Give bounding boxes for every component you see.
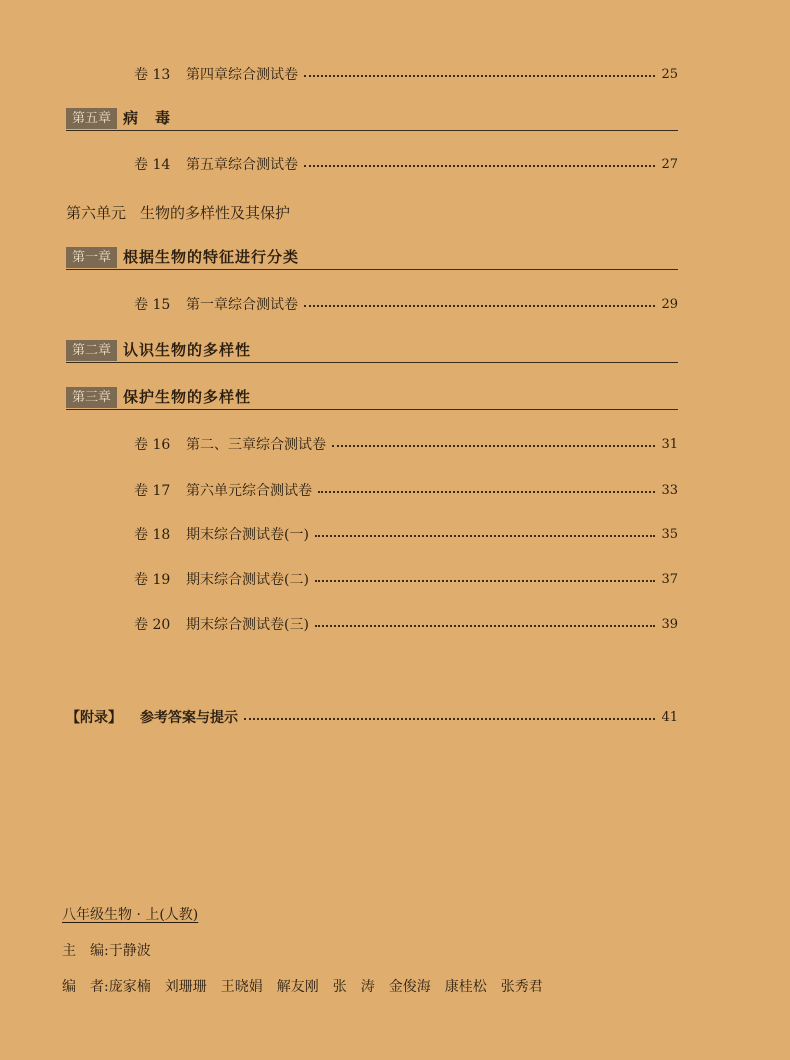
entry-page-number: 29 bbox=[661, 296, 678, 312]
entry-title: 期末综合测试卷(一) bbox=[186, 527, 309, 543]
unit-name: 生物的多样性及其保护 bbox=[140, 204, 291, 222]
entry-page-number: 41 bbox=[661, 709, 678, 725]
toc-entry-appendix[interactable] bbox=[66, 706, 678, 728]
chapter-title: 保护生物的多样性 bbox=[123, 388, 252, 406]
entry-code: 卷 17 bbox=[134, 483, 171, 499]
editor-name: 于静波 bbox=[108, 943, 151, 959]
chapter-heading-5 bbox=[66, 108, 678, 131]
entry-code: 卷 13 bbox=[134, 67, 171, 83]
chapter-badge: 第二章 bbox=[66, 340, 117, 361]
chapter-title: 根据生物的特征进行分类 bbox=[123, 248, 300, 266]
entry-code: 卷 16 bbox=[134, 437, 171, 453]
chapter-title: 认识生物的多样性 bbox=[123, 341, 252, 359]
author-name: 王晓娟 bbox=[220, 979, 263, 995]
entry-page-number: 37 bbox=[661, 571, 678, 587]
chapter-badge: 第三章 bbox=[66, 387, 117, 408]
chapter-badge: 第五章 bbox=[66, 108, 117, 129]
editor-line bbox=[62, 940, 151, 960]
dot-leader bbox=[315, 625, 656, 627]
dot-leader bbox=[332, 445, 655, 447]
entry-code: 卷 19 bbox=[134, 572, 171, 588]
entry-title: 第五章综合测试卷 bbox=[186, 157, 298, 173]
entry-title: 期末综合测试卷(三) bbox=[186, 617, 309, 633]
chapter-badge: 第一章 bbox=[66, 247, 117, 268]
entry-title: 期末综合测试卷(二) bbox=[186, 572, 309, 588]
entry-code: 卷 15 bbox=[134, 297, 171, 313]
entry-page-number: 25 bbox=[661, 66, 678, 82]
author-name: 解友刚 bbox=[276, 979, 319, 995]
dot-leader bbox=[318, 491, 655, 493]
chapter-heading-1 bbox=[66, 247, 678, 270]
chapter-heading-2 bbox=[66, 340, 678, 363]
unit-heading bbox=[66, 202, 290, 223]
entry-page-number: 31 bbox=[661, 436, 678, 452]
dot-leader bbox=[244, 718, 655, 720]
book-title: 八年级生物 · 上(人教) bbox=[62, 907, 199, 923]
entry-title: 第四章综合测试卷 bbox=[186, 67, 298, 83]
author-name: 庞家楠 bbox=[108, 979, 151, 995]
author-name: 张 涛 bbox=[332, 979, 375, 995]
entry-code: 卷 18 bbox=[134, 527, 171, 543]
entry-title: 第二、三章综合测试卷 bbox=[186, 437, 326, 453]
entry-code: 卷 14 bbox=[134, 157, 171, 173]
chapter-title: 病 毒 bbox=[123, 109, 172, 127]
authors-line bbox=[62, 976, 557, 996]
editor-label: 主 编: bbox=[62, 943, 109, 959]
dot-leader bbox=[304, 165, 655, 167]
author-name: 刘珊珊 bbox=[164, 979, 207, 995]
unit-label: 第六单元 bbox=[66, 204, 127, 222]
entry-page-number: 35 bbox=[661, 526, 678, 542]
dot-leader bbox=[315, 535, 656, 537]
entry-title: 第六单元综合测试卷 bbox=[186, 483, 312, 499]
toc-entry-15[interactable] bbox=[134, 293, 678, 315]
toc-entry-17[interactable] bbox=[134, 479, 678, 501]
dot-leader bbox=[304, 305, 655, 307]
dot-leader bbox=[304, 75, 655, 77]
entry-page-number: 27 bbox=[661, 156, 678, 172]
author-name: 张秀君 bbox=[500, 979, 543, 995]
entry-page-number: 33 bbox=[661, 482, 678, 498]
authors-label: 编 者: bbox=[62, 979, 109, 995]
toc-entry-18[interactable] bbox=[134, 523, 678, 545]
entry-title: 第一章综合测试卷 bbox=[186, 297, 298, 313]
toc-entry-19[interactable] bbox=[134, 568, 678, 590]
entry-code: 卷 20 bbox=[134, 617, 171, 633]
entry-page-number: 39 bbox=[661, 616, 678, 632]
dot-leader bbox=[315, 580, 656, 582]
toc-entry-13[interactable] bbox=[134, 63, 678, 85]
chapter-heading-3 bbox=[66, 387, 678, 410]
author-name: 金俊海 bbox=[388, 979, 431, 995]
toc-entry-14[interactable] bbox=[134, 153, 678, 175]
appendix-label: 【附录】 bbox=[66, 710, 122, 726]
toc-entry-20[interactable] bbox=[134, 613, 678, 635]
appendix-title: 参考答案与提示 bbox=[140, 710, 238, 726]
toc-entry-16[interactable] bbox=[134, 433, 678, 455]
author-name: 康桂松 bbox=[444, 979, 487, 995]
